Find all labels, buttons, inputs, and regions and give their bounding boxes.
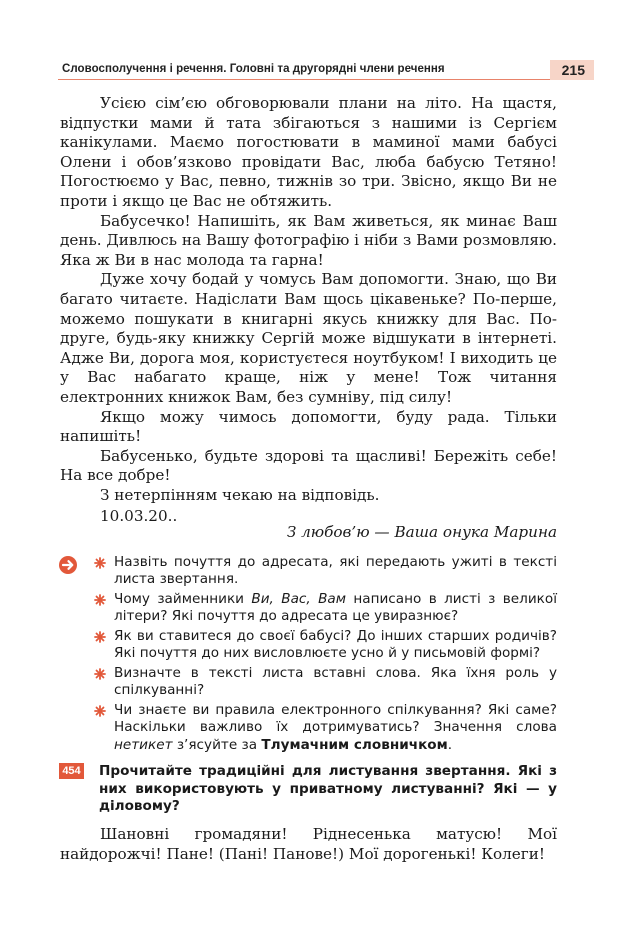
question-list xyxy=(93,554,557,756)
letter-paragraph: З нетерпінням чекаю на відповідь. xyxy=(100,485,380,504)
question-italic-term: нетикет xyxy=(114,736,173,753)
question-item xyxy=(93,628,557,663)
section-title: Словосполучення і речення. Головні та другорядні члени речення xyxy=(62,63,445,75)
page-number-tab xyxy=(550,60,594,80)
question-item xyxy=(93,554,557,589)
exercise-number-badge: 454 xyxy=(59,763,84,779)
letter-paragraph: Бабусечко! Напишіть, як Вам живеться, як минає Ваш день. Дивлюсь на Вашу фотографію і ніби з Вами розмовляю. Яка ж Ви в нас молода та гарна! xyxy=(60,211,557,269)
question-text: . xyxy=(447,736,453,753)
asterisk-bullet-icon xyxy=(94,594,106,606)
letter-signature: З любов’ю — Ваша онука Марина xyxy=(286,523,557,541)
letter-paragraph: Якщо можу чимось допомогти, буду рада. Тільки напишіть! xyxy=(60,407,557,446)
question-item xyxy=(93,591,557,626)
header-divider xyxy=(58,79,550,80)
letter-paragraph: Бабусенько, будьте здорові та щасливі! Бережіть себе! На все добре! xyxy=(60,446,557,485)
question-text: Чому займенники xyxy=(114,591,252,607)
exercise-task: Прочитайте традиційні для листування звертання. Які з них використовують у приватному листуванні? Які — у діловому? xyxy=(99,763,557,815)
question-text: Назвіть почуття до адресата, які передають ужиті в тексті листа звертання. xyxy=(114,554,557,588)
arrow-right-icon xyxy=(59,556,77,574)
letter-paragraph: Дуже хочу бодай у чомусь Вам допомогти. Знаю, що Ви багато читаєте. Надіслати Вам щось цікавеньке? По-перше, можемо пошукати в книгарні якусь книжку для Вас. По-друге, будь-яку книжку Сергій може відшукати в інтернеті. Адже Ви, дорога моя, користуєтеся ноутбуком! І виходить це у Вас набагато краще, ніж у мене! Тож читання електронних книжок Вам, без сумніву, під силу! xyxy=(60,270,557,406)
question-item xyxy=(93,702,557,754)
question-text: з’ясуйте за xyxy=(172,736,262,753)
letter-date: 10.03.20.. xyxy=(100,507,178,525)
question-italic-term: Ви, Вас, Вам xyxy=(251,591,346,607)
asterisk-bullet-icon xyxy=(94,557,106,569)
asterisk-bullet-icon xyxy=(94,631,106,643)
asterisk-bullet-icon xyxy=(94,668,106,680)
question-text: Чи знаєте ви правила електронного спілкування? Які саме? Наскільки важливо їх дотримуватись? Значення слова xyxy=(114,702,557,736)
question-text: Як ви ставитеся до своєї бабусі? До інших старших родичів? Які почуття до них висловлюєте усно й у письмовій формі? xyxy=(114,628,557,662)
dictionary-reference: Тлумачним словничком xyxy=(261,736,448,753)
page-number: 215 xyxy=(561,62,585,78)
letter-paragraph: Усією сім’єю обговорювали плани на літо. На щастя, відпустки мами й тата збігаються з нашими із Сергієм канікулами. Маємо погостювати в маминої мами бабусі Олени і обов’язково провідати Вас, люба бабусю Тетяно! Погостюємо у Вас, певно, тижнів зо три. Звісно, якщо Ви не проти і якщо це Вас не обтяжить. xyxy=(60,94,557,210)
question-text: написано в листі з великої літери? Які почуття до адресата це увиразнює? xyxy=(114,591,557,625)
question-text: Визначте в тексті листа вставні слова. Яка їхня роль у спілкуванні? xyxy=(114,665,557,699)
letter-text xyxy=(60,94,557,505)
asterisk-bullet-icon xyxy=(94,705,106,717)
question-item xyxy=(93,665,557,700)
exercise-text: Шановні громадяни! Ріднесенька матусю! Мої найдорожчі! Пане! (Пані! Панове!) Мої дорогенькі! Колеги! xyxy=(60,825,557,863)
running-header xyxy=(58,60,594,80)
